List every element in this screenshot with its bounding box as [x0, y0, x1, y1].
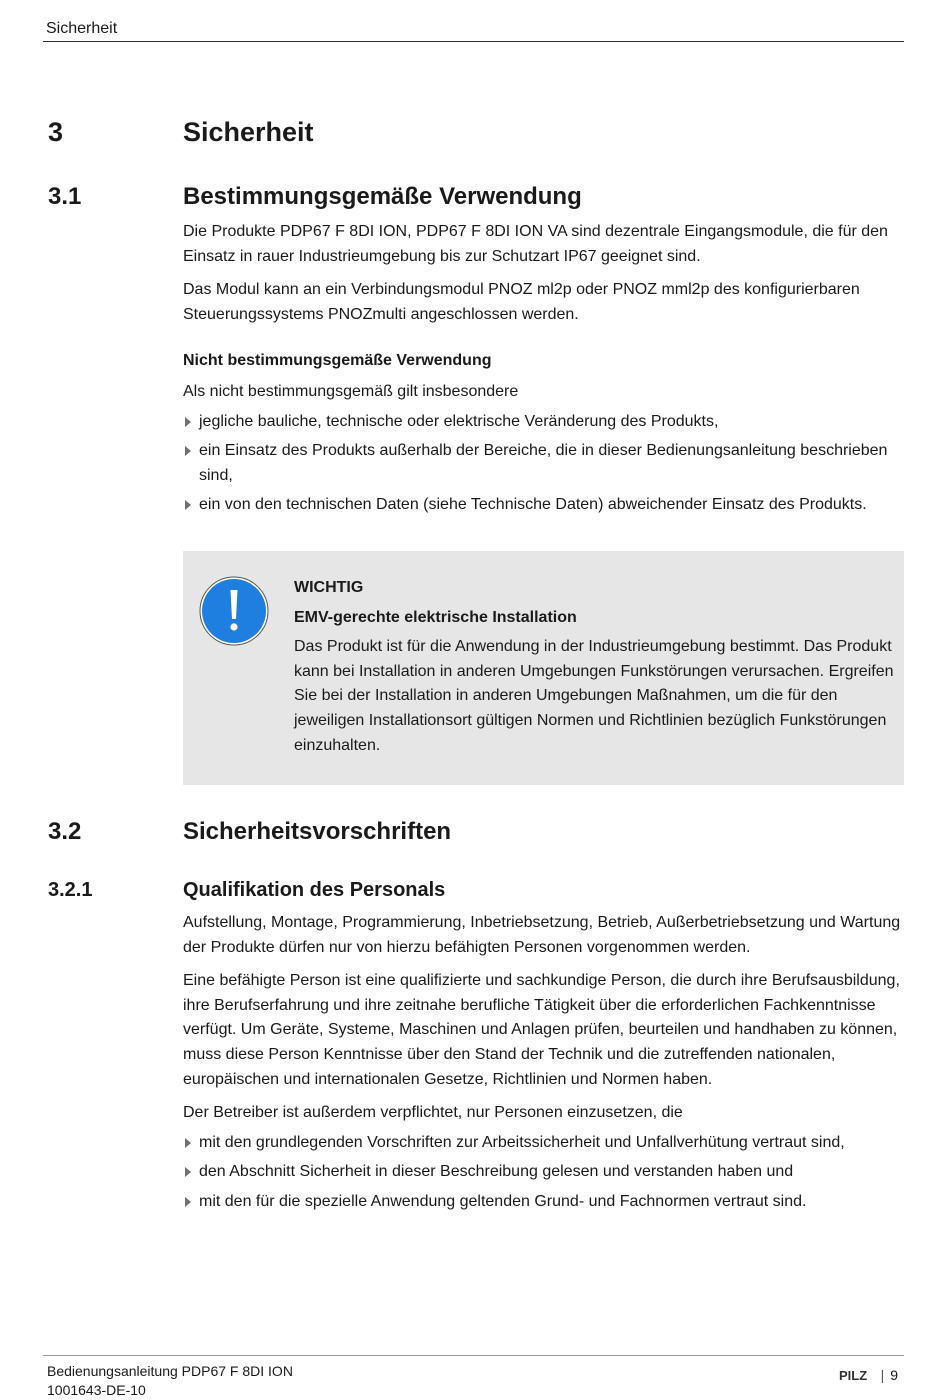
notice-title: EMV-gerechte elektrische Installation [294, 608, 577, 626]
footer-rule [43, 1355, 904, 1356]
misuse-intro: Als nicht bestimmungsgemäß gilt insbesondere [183, 382, 519, 400]
section-number: 3.2 [48, 818, 82, 845]
paragraph: Aufstellung, Montage, Programmierung, Inbetriebsetzung, Betrieb, Außerbetriebsetzung und Wartung der Produkte dürfen nur von hierzu befähigten Personen vorgenommen werden. [183, 914, 901, 956]
section-title: Sicherheit [183, 117, 314, 147]
important-notice-box [183, 551, 904, 785]
misuse-heading: Nicht bestimmungsgemäße Verwendung [183, 352, 492, 370]
misuse-list [183, 410, 905, 518]
qualification-list [183, 1131, 905, 1215]
footer-page-info [839, 1367, 898, 1383]
footer-doc-info [47, 1362, 293, 1400]
notice-body: Das Produkt ist für die Anwendung in der Industrieumgebung bestimmt. Das Produkt kann bei Installation in anderen Umgebungen Funkstörungen verursachen. Ergreifen Sie bei der Installation in anderen Umgebungen Maßnahmen, um die für den jeweiligen Installationsort gültigen Normen und Richtlinien bezüglich Funkstörungen einzuhalten. [294, 638, 894, 754]
list-item: jegliche bauliche, technische oder elektrische Veränderung des Produkts, [183, 410, 905, 435]
section-number: 3.1 [48, 183, 82, 210]
list-item: den Abschnitt Sicherheit in dieser Beschreibung gelesen und verstanden haben und [183, 1160, 905, 1185]
exclamation-icon [198, 575, 270, 647]
triangle-bullet-icon [185, 446, 191, 456]
header-rule [43, 41, 904, 42]
list-item: ein von den technischen Daten (siehe Technische Daten) abweichender Einsatz des Produkts. [183, 493, 905, 518]
section-title: Bestimmungsgemäße Verwendung [183, 183, 582, 210]
footer-doc-title: Bedienungsanleitung PDP67 F 8DI ION [47, 1363, 293, 1379]
section-title: Sicherheitsvorschriften [183, 818, 452, 845]
page-number: 9 [890, 1367, 898, 1383]
footer-doc-number: 1001643-DE-10 [47, 1382, 146, 1398]
paragraph: Die Produkte PDP67 F 8DI ION, PDP67 F 8DI ION VA sind dezentrale Eingangsmodule, die für den Einsatz in rauer Industrieumgebung bis zur Schutzart IP67 geeignet sind. [183, 223, 888, 265]
notice-label: WICHTIG [294, 579, 364, 596]
running-header-title: Sicherheit [46, 20, 118, 37]
triangle-bullet-icon [185, 1197, 191, 1207]
triangle-bullet-icon [185, 500, 191, 510]
section-title: Qualifikation des Personals [183, 879, 446, 901]
list-item: mit den grundlegenden Vorschriften zur Arbeitssicherheit und Unfallverhütung vertraut sind, [183, 1131, 905, 1156]
svg-text:PILZ: PILZ [838, 1368, 867, 1382]
section-number: 3 [48, 117, 64, 147]
section-number: 3.2.1 [48, 879, 93, 901]
triangle-bullet-icon [185, 1138, 191, 1148]
list-item: mit den für die spezielle Anwendung geltenden Grund- und Fachnormen vertraut sind. [183, 1190, 905, 1215]
pilz-logo [839, 1368, 875, 1382]
paragraph: Das Modul kann an ein Verbindungsmodul PNOZ ml2p oder PNOZ mml2p des konfigurierbaren Steuerungssystems PNOZmulti angeschlossen werden. [183, 281, 860, 323]
notice-text [294, 576, 896, 763]
paragraph: Eine befähigte Person ist eine qualifizierte und sachkundige Person, die durch ihre Berufsausbildung, ihre Berufserfahrung und ihre zeitnahe berufliche Tätigkeit über die erforderlichen Fachkenntnisse verfügt. Um Geräte, Systeme, Maschinen und Anlagen prüfen, beurteilen und handhaben zu können, muss diese Person Kenntnisse über den Stand der Technik und die zutreffenden nationalen, europäischen und internationalen Gesetze, Richtlinien und Normen haben. [183, 972, 900, 1088]
section-3-1-body [183, 220, 905, 523]
paragraph: Der Betreiber ist außerdem verpflichtet, nur Personen einzusetzen, die [183, 1104, 683, 1122]
triangle-bullet-icon [185, 417, 191, 427]
triangle-bullet-icon [185, 1167, 191, 1177]
footer-separator: | [880, 1367, 885, 1383]
section-3-2-1-body [183, 911, 905, 1220]
list-item: ein Einsatz des Produkts außerhalb der Bereiche, die in dieser Bedienungsanleitung beschrieben sind, [183, 439, 905, 488]
